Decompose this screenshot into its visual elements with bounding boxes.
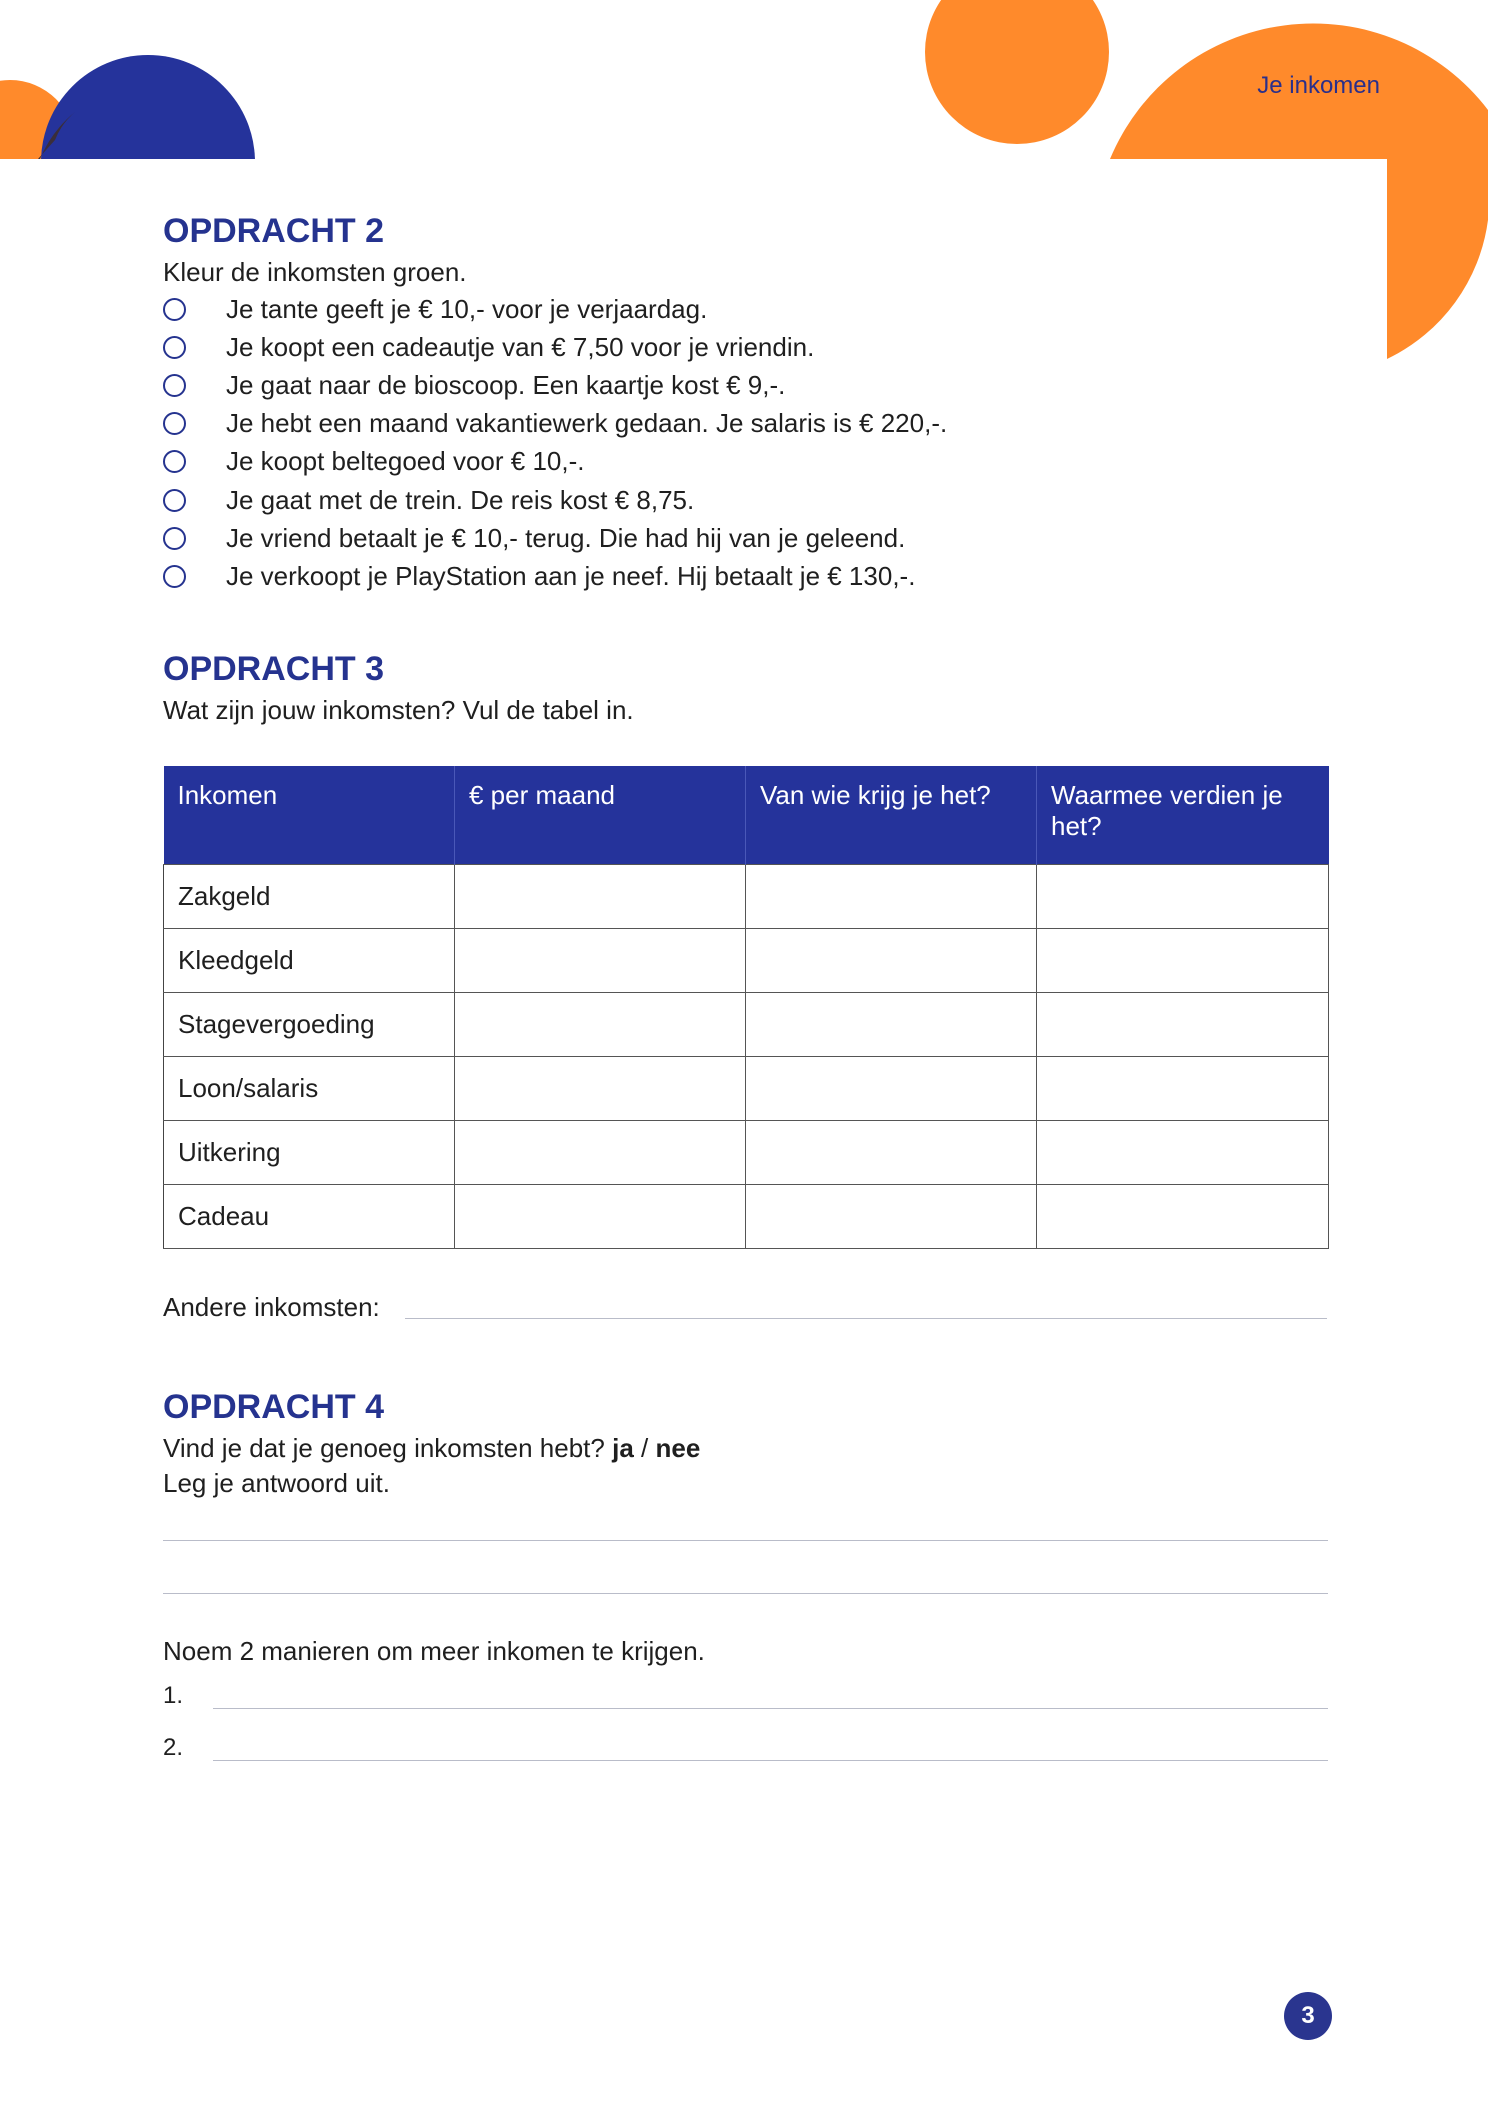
explain-answer-line-2[interactable] — [163, 1593, 1328, 1594]
input-cell[interactable] — [1037, 1184, 1329, 1248]
radio-circle[interactable] — [163, 412, 186, 435]
radio-circle[interactable] — [163, 565, 186, 588]
answer-yes[interactable]: ja — [612, 1433, 634, 1463]
option-text: Je koopt een cadeautje van € 7,50 voor je vriendin. — [226, 331, 815, 362]
row-label: Uitkering — [164, 1120, 455, 1184]
input-cell[interactable] — [1037, 1056, 1329, 1120]
radio-circle[interactable] — [163, 298, 186, 321]
radio-circle[interactable] — [163, 527, 186, 550]
table-row — [164, 1184, 1329, 1248]
row-label: Loon/salaris — [164, 1056, 455, 1120]
row-label: Zakgeld — [164, 864, 455, 928]
other-income-label: Andere inkomsten: — [163, 1292, 380, 1322]
option-text: Je koopt beltegoed voor € 10,-. — [226, 446, 585, 477]
income-options-list — [163, 290, 947, 596]
option-text: Je verkoopt je PlayStation aan je neef. Hij betaalt je € 130,-. — [226, 560, 916, 591]
input-cell[interactable] — [1037, 864, 1329, 928]
ways-prompt: Noem 2 manieren om meer inkomen te krijgen. — [163, 1636, 705, 1666]
ways-answer-line-2[interactable] — [213, 1760, 1328, 1761]
chapter-label: Je inkomen — [1257, 72, 1380, 99]
input-cell[interactable] — [746, 1184, 1037, 1248]
table-row — [164, 1056, 1329, 1120]
row-label: Cadeau — [164, 1184, 455, 1248]
question-text: Vind je dat je genoeg inkomsten hebt? — [163, 1433, 605, 1463]
answer-number-2: 2. — [163, 1734, 184, 1761]
option-text: Je hebt een maand vakantiewerk gedaan. Je salaris is € 220,-. — [226, 408, 948, 439]
opdracht-4-question — [163, 1433, 700, 1464]
explain-instruction: Leg je antwoord uit. — [163, 1468, 390, 1498]
input-cell[interactable] — [455, 992, 746, 1056]
page-number-badge: 3 — [1284, 1992, 1332, 2040]
list-item — [163, 290, 947, 328]
input-cell[interactable] — [1037, 992, 1329, 1056]
input-cell[interactable] — [746, 864, 1037, 928]
option-text: Je vriend betaalt je € 10,- terug. Die had hij van je geleend. — [226, 522, 906, 553]
column-header-per-maand: € per maand — [455, 766, 746, 864]
opdracht-2-title: OPDRACHT 2 — [163, 212, 385, 250]
option-text: Je gaat met de trein. De reis kost € 8,75. — [226, 484, 695, 515]
table-row — [164, 1120, 1329, 1184]
option-text: Je gaat naar de bioscoop. Een kaartje kost € 9,-. — [226, 369, 786, 400]
list-item — [163, 405, 947, 443]
input-cell[interactable] — [746, 928, 1037, 992]
input-cell[interactable] — [455, 864, 746, 928]
opdracht-4-title: OPDRACHT 4 — [163, 1388, 385, 1426]
answer-separator: / — [641, 1433, 649, 1463]
answer-no[interactable]: nee — [655, 1433, 701, 1463]
input-cell[interactable] — [455, 1120, 746, 1184]
input-cell[interactable] — [746, 992, 1037, 1056]
radio-circle[interactable] — [163, 374, 186, 397]
input-cell[interactable] — [1037, 1120, 1329, 1184]
list-item — [163, 443, 947, 481]
radio-circle[interactable] — [163, 489, 186, 512]
other-income-answer-line[interactable] — [405, 1318, 1327, 1319]
list-item — [163, 519, 947, 557]
opdracht-3-title: OPDRACHT 3 — [163, 650, 385, 688]
column-header-van-wie: Van wie krijg je het? — [746, 766, 1037, 864]
option-text: Je tante geeft je € 10,- voor je verjaardag. — [226, 293, 708, 324]
radio-circle[interactable] — [163, 450, 186, 473]
table-row — [164, 864, 1329, 928]
ways-answer-line-1[interactable] — [213, 1708, 1328, 1709]
opdracht-3-instruction: Wat zijn jouw inkomsten? Vul de tabel in. — [163, 695, 634, 725]
input-cell[interactable] — [746, 1056, 1037, 1120]
input-cell[interactable] — [455, 1056, 746, 1120]
opdracht-2-instruction: Kleur de inkomsten groen. — [163, 257, 467, 287]
row-label: Stagevergoeding — [164, 992, 455, 1056]
input-cell[interactable] — [455, 1184, 746, 1248]
radio-circle[interactable] — [163, 336, 186, 359]
column-header-inkomen: Inkomen — [164, 766, 455, 864]
table-row — [164, 992, 1329, 1056]
list-item — [163, 366, 947, 404]
column-header-waarmee: Waarmee verdien je het? — [1037, 766, 1329, 864]
list-item — [163, 328, 947, 366]
input-cell[interactable] — [746, 1120, 1037, 1184]
table-row — [164, 928, 1329, 992]
orange-circle-top — [925, 0, 1109, 144]
list-item — [163, 557, 947, 595]
input-cell[interactable] — [1037, 928, 1329, 992]
explain-answer-line-1[interactable] — [163, 1540, 1328, 1541]
answer-number-1: 1. — [163, 1682, 184, 1709]
table-header-row — [164, 766, 1329, 864]
income-table — [163, 766, 1329, 1249]
row-label: Kleedgeld — [164, 928, 455, 992]
list-item — [163, 481, 947, 519]
input-cell[interactable] — [455, 928, 746, 992]
